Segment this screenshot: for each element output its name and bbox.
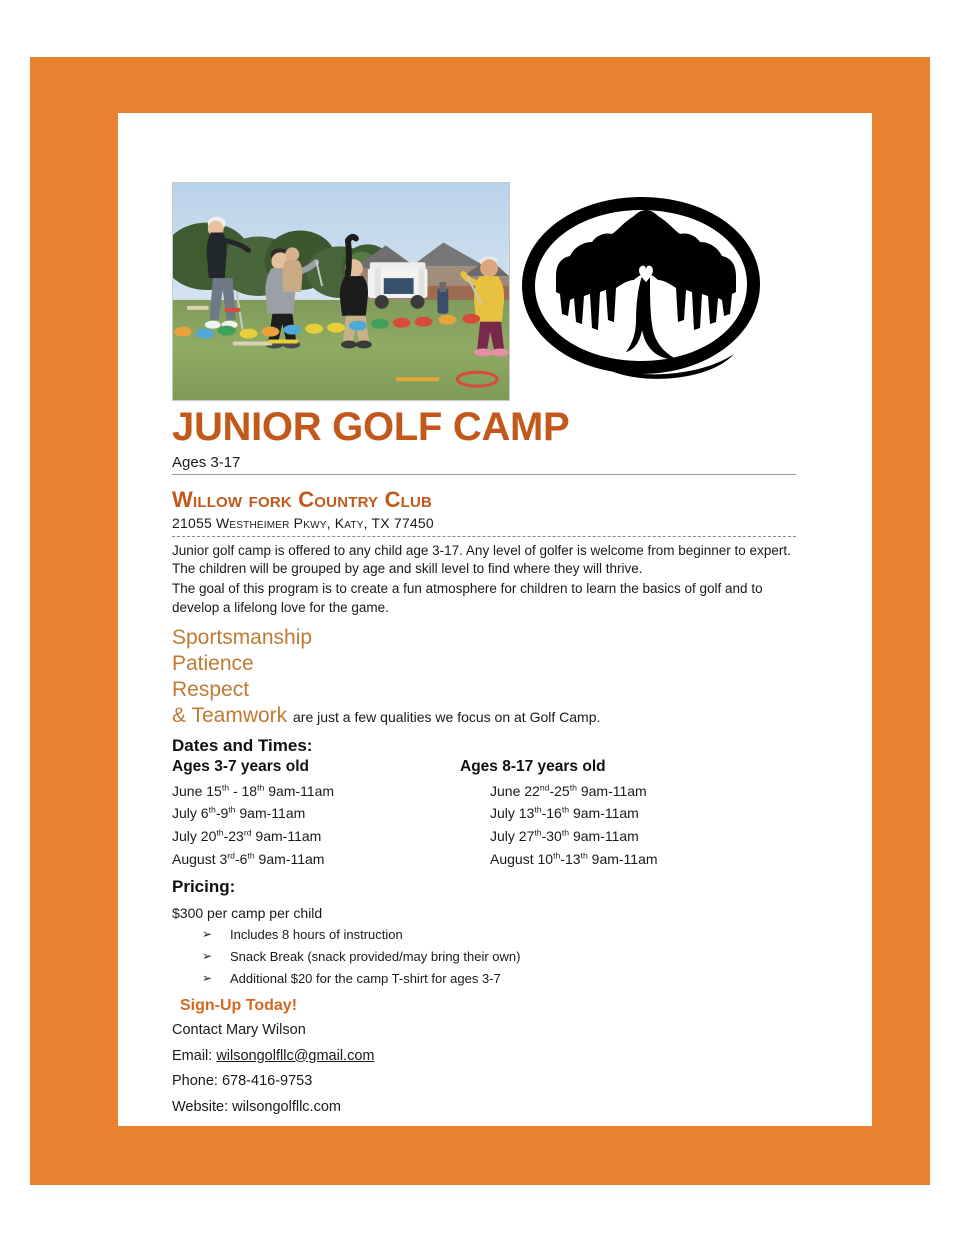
dates-columns <box>172 758 797 870</box>
date-session: July 13th-16th 9am-11am <box>490 804 639 822</box>
intro-paragraph-2: The goal of this program is to create a fun atmosphere for children to learn the basics of golf and to develop a lifelong love for the game. <box>172 581 763 615</box>
values-tail-text: are just a few qualities we focus on at Golf Camp. <box>293 708 601 725</box>
contact-name: Contact Mary Wilson <box>172 1021 306 1038</box>
price-bullet <box>172 946 797 968</box>
signup-cta: Sign-Up Today! <box>180 996 298 1014</box>
dates-heading: Dates and Times: <box>172 735 313 755</box>
golf-camp-photo <box>172 182 510 401</box>
page-title: JUNIOR GOLF CAMP <box>172 405 570 449</box>
arrow-bullet-icon: ➢ <box>202 949 213 964</box>
pricing-heading: Pricing: <box>172 876 236 896</box>
ages-subtitle: Ages 3-17 <box>172 454 241 471</box>
values-list <box>172 625 797 729</box>
date-session: August 10th-13th 9am-11am <box>490 850 658 867</box>
price-bullet-label: Snack Break (snack provided/may bring their own) <box>230 949 521 965</box>
value-label: Sportsmanship <box>172 625 313 649</box>
arrow-bullet-icon: ➢ <box>202 926 213 941</box>
contact-email-row <box>172 1044 797 1070</box>
date-session: June 15th - 18th 9am-11am <box>172 782 335 799</box>
contact-list <box>172 1018 797 1121</box>
value-item <box>172 651 797 677</box>
divider-dashed <box>172 536 796 537</box>
dates-column-older <box>460 758 790 871</box>
divider-solid <box>172 474 796 475</box>
club-address: 21055 Westheimer Pkwy, Katy, TX 77450 <box>172 515 434 532</box>
price-line: $300 per camp per child <box>172 904 323 921</box>
price-bullet-label: Additional $20 for the camp T-shirt for ages 3-7 <box>230 971 501 987</box>
flyer-content <box>172 182 797 1121</box>
date-session: August 3rd-6th 9am-11am <box>172 850 325 867</box>
price-bullet <box>172 968 797 990</box>
value-item <box>172 703 797 729</box>
dates-young-heading: Ages 3-7 years old <box>172 757 309 775</box>
arrow-bullet-icon: ➢ <box>202 971 213 986</box>
date-session: July 27th-30th 9am-11am <box>490 827 639 845</box>
date-session: June 22nd-25th 9am-11am <box>490 782 647 799</box>
willow-fork-logo <box>512 188 770 388</box>
contact-phone: Phone: 678-416-9753 <box>172 1073 313 1090</box>
header-row <box>172 182 797 402</box>
price-bullet-list <box>172 924 797 991</box>
value-label: Respect <box>172 677 250 701</box>
date-session: July 20th-23rd 9am-11am <box>172 827 322 845</box>
dates-column-young <box>172 758 442 871</box>
value-item <box>172 625 797 651</box>
dates-older-list <box>460 780 790 871</box>
price-bullet-label: Includes 8 hours of instruction <box>230 926 403 942</box>
intro-paragraph-1: Junior golf camp is offered to any child age 3-17. Any level of golfer is welcome from beginner to expert. The children will be grouped by age and skill level to find where they will thrive. <box>172 543 791 577</box>
date-session: July 6th-9th 9am-11am <box>172 804 306 822</box>
club-name: Willow fork Country Club <box>172 487 433 512</box>
email-label: Email: <box>172 1047 217 1064</box>
value-label: & Teamwork <box>172 703 288 727</box>
dates-older-heading: Ages 8-17 years old <box>460 757 606 775</box>
price-bullet <box>172 924 797 946</box>
value-label: Patience <box>172 651 254 675</box>
email-link[interactable]: wilsongolfllc@gmail.com <box>216 1047 375 1064</box>
value-item <box>172 677 797 703</box>
dates-young-list <box>172 780 442 871</box>
contact-website: Website: wilsongolfllc.com <box>172 1099 341 1116</box>
